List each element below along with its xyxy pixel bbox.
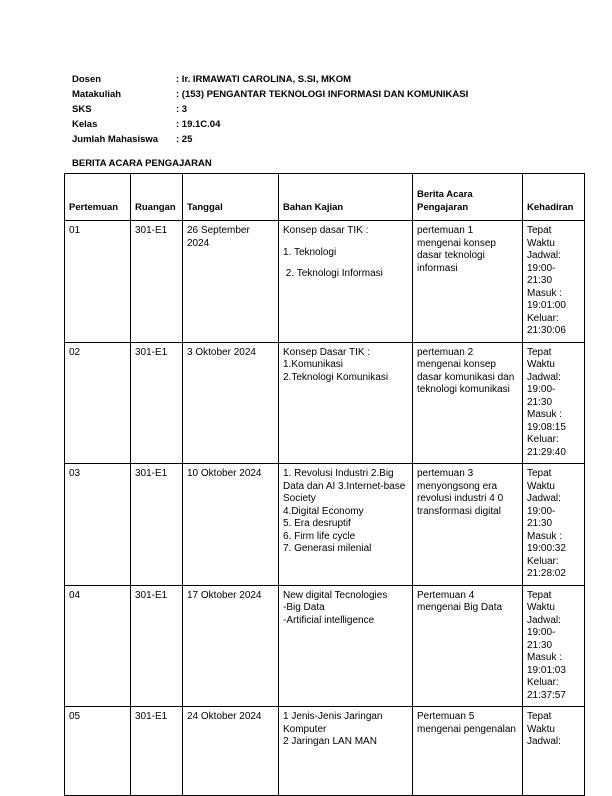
header-pertemuan: Pertemuan (65, 174, 131, 221)
kehadiran-line: Tepat (527, 589, 552, 601)
bahan-line: 2 Jaringan LAN MAN (283, 736, 377, 747)
bahan-line: 6. Firm life cycle (283, 530, 356, 542)
course-info (72, 72, 468, 147)
kehadiran-line: Tepat (527, 346, 552, 358)
info-label: Jumlah Mahasiswa (72, 134, 159, 145)
kehadiran-line: Jadwal: (527, 736, 561, 747)
cell-berita-acara: Pertemuan 4 mengenai Big Data (413, 585, 523, 707)
table-row (65, 342, 585, 464)
info-row-matakuliah (72, 87, 468, 102)
cell-berita-acara: pertemuan 2 mengenai konsep dasar komunikasi dan teknologi komunikasi (413, 342, 523, 464)
header-ruangan: Ruangan (131, 174, 183, 221)
bahan-line: 1. Teknologi (283, 246, 337, 258)
kehadiran-line: 21:37:57 (527, 689, 566, 701)
kehadiran-line: Waktu (527, 237, 555, 249)
bahan-line: -Artificial intelligence (283, 614, 375, 626)
cell-pertemuan: 01 (65, 221, 131, 343)
table-row (65, 221, 585, 343)
info-row-jumlah-mahasiswa (72, 132, 468, 147)
bahan-line: 5. Era desruptif (283, 518, 351, 529)
table-header-row (65, 174, 585, 221)
info-value: : 25 (176, 134, 193, 145)
kehadiran-line: 21:30:06 (527, 325, 566, 336)
table-row (65, 464, 585, 586)
cell-berita-acara: pertemuan 3 menyongsong era revolusi industri 4 0 transformasi digital (413, 464, 523, 586)
kehadiran-line: Jadwal: (527, 250, 561, 261)
cell-kehadiran (523, 464, 585, 586)
cell-ruangan: 301-E1 (131, 585, 183, 707)
kehadiran-line: 19:00-21:30 (527, 262, 556, 286)
kehadiran-line: Keluar: (527, 555, 559, 567)
cell-bahan-kajian (279, 464, 413, 586)
table-row (65, 585, 585, 707)
teaching-report-table (64, 173, 585, 796)
info-label: SKS (72, 104, 92, 115)
cell-tanggal: 3 Oktober 2024 (183, 342, 279, 464)
cell-pertemuan: 04 (65, 585, 131, 707)
kehadiran-line: 19:01:03 (527, 664, 566, 676)
bahan-line: 1 Jenis-Jenis Jaringan Komputer (283, 711, 383, 735)
info-value: : 19.1C.04 (176, 119, 221, 130)
cell-pertemuan: 05 (65, 707, 131, 796)
bahan-line: 4.Digital Economy (283, 505, 364, 517)
kehadiran-line: Masuk : (527, 409, 563, 420)
info-row-dosen (72, 72, 468, 87)
bahan-line: -Big Data (283, 602, 325, 613)
info-value: : Ir. IRMAWATI CAROLINA, S.SI, MKOM (176, 74, 352, 85)
kehadiran-line: 21:28:02 (527, 568, 566, 579)
kehadiran-line: 21:29:40 (527, 446, 566, 458)
kehadiran-line: Tepat (527, 468, 552, 479)
kehadiran-line: 19:01:00 (527, 300, 566, 311)
cell-tanggal: 10 Oktober 2024 (183, 464, 279, 586)
kehadiran-line: Keluar: (527, 434, 559, 445)
cell-berita-acara: Pertemuan 5 mengenai pengenalan (413, 707, 523, 796)
header-tanggal: Tanggal (183, 174, 279, 221)
cell-ruangan: 301-E1 (131, 707, 183, 796)
cell-tanggal: 26 September 2024 (183, 221, 279, 343)
kehadiran-line: 19:08:15 (527, 421, 566, 433)
cell-kehadiran (523, 342, 585, 464)
kehadiran-line: 19:00-21:30 (527, 627, 556, 651)
table-row (65, 707, 585, 796)
kehadiran-line: Waktu (527, 723, 555, 735)
kehadiran-line: Jadwal: (527, 493, 561, 504)
cell-bahan-kajian (279, 707, 413, 796)
bahan-line: Konsep dasar TIK : (283, 225, 369, 236)
info-row-kelas (72, 117, 468, 132)
cell-pertemuan: 03 (65, 464, 131, 586)
cell-pertemuan: 02 (65, 342, 131, 464)
kehadiran-line: Masuk : (527, 287, 563, 299)
header-berita-acara: Berita Acara Pengajaran (413, 174, 523, 221)
header-bahan-kajian: Bahan Kajian (279, 174, 413, 221)
section-heading: BERITA ACARA PENGAJARAN (72, 158, 212, 169)
kehadiran-line: Tepat (527, 711, 552, 722)
kehadiran-line: 19:00-21:30 (527, 505, 556, 529)
kehadiran-line: 19:00-21:30 (527, 384, 556, 408)
kehadiran-line: Tepat (527, 225, 552, 236)
kehadiran-line: Jadwal: (527, 371, 561, 383)
cell-kehadiran (523, 585, 585, 707)
kehadiran-line: Keluar: (527, 677, 559, 688)
kehadiran-line: Waktu (527, 602, 555, 613)
cell-bahan-kajian (279, 342, 413, 464)
info-label: Kelas (72, 119, 98, 130)
cell-ruangan: 301-E1 (131, 464, 183, 586)
cell-ruangan: 301-E1 (131, 221, 183, 343)
bahan-line: 2. Teknologi Informasi (283, 268, 383, 279)
bahan-line: 2.Teknologi Komunikasi (283, 371, 389, 383)
header-kehadiran: Kehadiran (523, 174, 585, 221)
kehadiran-line: Masuk : (527, 530, 563, 542)
cell-berita-acara: pertemuan 1 mengenai konsep dasar teknologi informasi (413, 221, 523, 343)
kehadiran-line: Jadwal: (527, 614, 561, 626)
bahan-line: Konsep Dasar TIK : (283, 346, 371, 358)
cell-tanggal: 24 Oktober 2024 (183, 707, 279, 796)
bahan-line: New digital Tecnologies (283, 589, 388, 601)
kehadiran-line: 19:00:32 (527, 543, 566, 554)
cell-tanggal: 17 Oktober 2024 (183, 585, 279, 707)
info-value: : (153) PENGANTAR TEKNOLOGI INFORMASI DAN KOMUNIKASI (176, 89, 469, 100)
info-label: Matakuliah (72, 89, 122, 100)
cell-bahan-kajian (279, 585, 413, 707)
info-row-sks (72, 102, 468, 117)
bahan-line: 1. Revolusi Industri 2.Big Data dan AI 3.Internet-base Society (283, 468, 406, 504)
cell-kehadiran (523, 707, 585, 796)
cell-kehadiran (523, 221, 585, 343)
kehadiran-line: Waktu (527, 480, 555, 492)
bahan-line: 7. Generasi milenial (283, 543, 372, 554)
bahan-line: 1.Komunikasi (283, 359, 344, 370)
kehadiran-line: Keluar: (527, 312, 559, 324)
kehadiran-line: Masuk : (527, 652, 563, 663)
cell-ruangan: 301-E1 (131, 342, 183, 464)
kehadiran-line: Waktu (527, 359, 555, 370)
cell-bahan-kajian (279, 221, 413, 343)
info-value: : 3 (176, 104, 188, 115)
info-label: Dosen (72, 74, 102, 85)
